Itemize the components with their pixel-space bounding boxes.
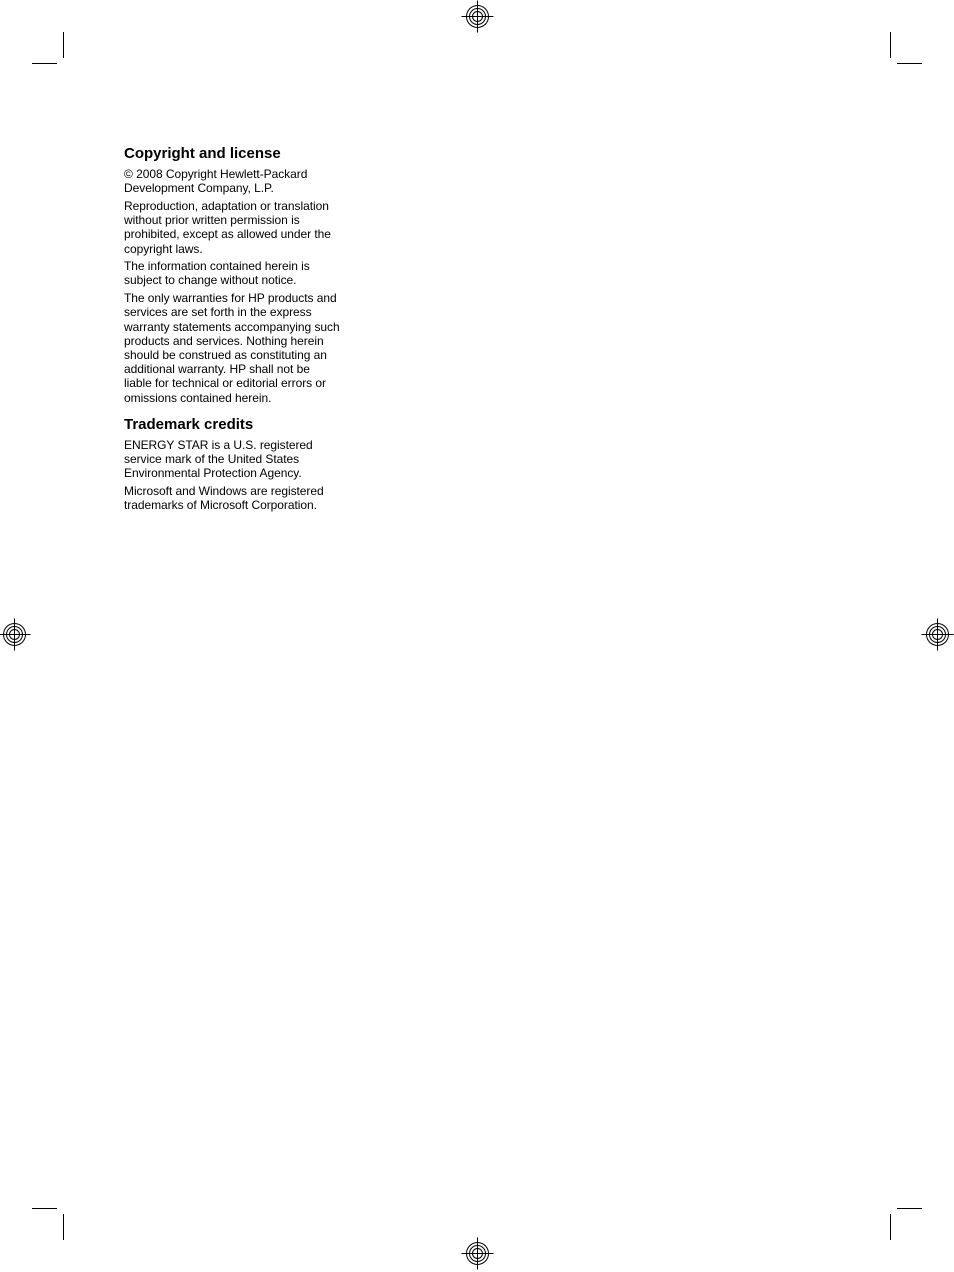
registration-mark-top-icon [462,1,494,33]
microsoft-paragraph: Microsoft and Windows are registered trademarks of Microsoft Corporation. [124,483,324,513]
change-notice-paragraph: The information contained herein is subject to change without notice. [124,259,310,288]
trademark-heading: Trademark credits [124,415,254,433]
reproduction-paragraph: Reproduction, adaptation or translation without prior written permission is prohibited, except as allowed under the copyright laws. [124,198,331,256]
copyright-paragraph: © 2008 Copyright Hewlett-Packard Development Company, L.P. [124,167,308,196]
registration-mark-right-icon [922,619,954,651]
energy-star-paragraph: ENERGY STAR is a U.S. registered service mark of the United States Environmental Protection Agency. [124,437,313,481]
copyright-heading: Copyright and license [124,145,281,162]
copyright-section [124,145,340,405]
page-content [124,145,340,516]
warranty-paragraph: The only warranties for HP products and services are set forth in the express warranty statements accompanying such products and services. Nothing herein should be construed as constituting an additional warranty. HP shall not be liable for technical or editorial errors or omissions contained herein. [124,291,340,405]
trademark-section [124,416,340,513]
registration-mark-bottom-icon [462,1238,494,1270]
registration-mark-left-icon [0,619,31,651]
